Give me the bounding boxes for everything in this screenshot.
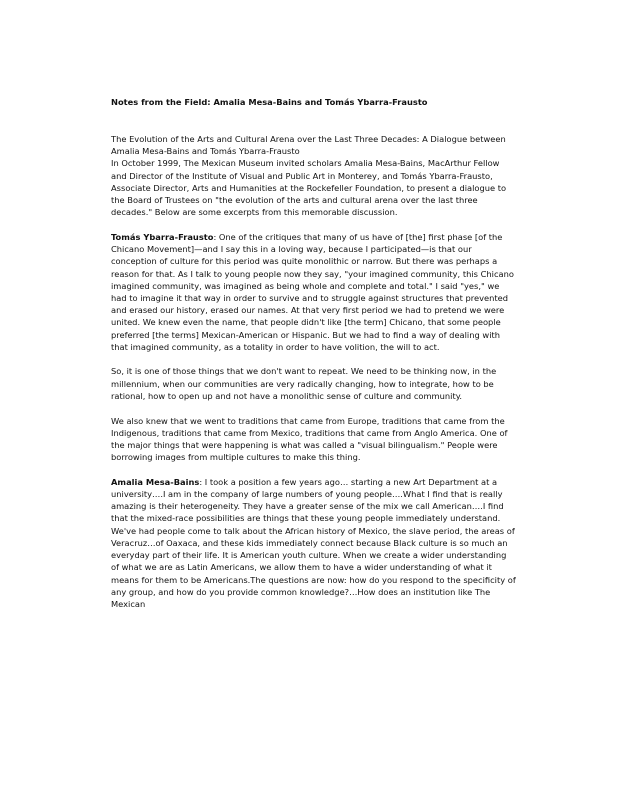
speaker-name: Amalia Mesa-Bains — [111, 476, 200, 487]
page-title: Notes from the Field: Amalia Mesa-Bains and Tomás Ybarra-Frausto — [111, 97, 428, 107]
dialogue-paragraph-4 — [111, 476, 516, 610]
dialogue-paragraph-1 — [111, 231, 516, 353]
paragraph-text: We also knew that we went to traditions that came from Europe, traditions that came from the Indigenous, traditions that came from Mexico, traditions that came from Anglo America. One of the major things that were happening is what was called a "visual bilingualism." People were borrowing images from multiple cultures to make this thing. — [111, 415, 508, 463]
paragraph-text: : I took a position a few years ago… starting a new Art Department at a university….I am in the company of large numbers of young people….What I find that is really amazing is their heterogeneity. They have a greater sense of the mix we call American….I find that the mixed-race possibilities are things that these young people immediately understand. We've had people come to talk about the African history of Mexico, the slave period, the areas of Veracruz…of Oaxaca, and these kids immediately connect because Black culture is so much an everyday part of their life. It is American youth culture. When we create a wider understanding of what we are as Latin Americans, we allow them to have a wider understanding of what it means for them to be Americans.The questions are now: how do you respond to the specificity of any group, and how do you provide common knowledge?…How does an institution like The Mexican — [111, 476, 516, 609]
dialogue-paragraph-3 — [111, 415, 516, 464]
speaker-name: Tomás Ybarra-Frausto — [111, 231, 214, 242]
intro-body-text: In October 1999, The Mexican Museum invited scholars Amalia Mesa-Bains, MacArthur Fellow and Director of the Institute of Visual and Public Art in Monterey, and Tomás Ybarra-Frausto, Associate Director, Arts and Humanities at the Rockefeller Foundation, to present a dialogue to the Board of Trustees on "the evolution of the arts and cultural arena over the last three decades." Below are some excerpts from this memorable discussion. — [111, 158, 507, 218]
paragraph-text: : One of the critiques that many of us have of [the] first phase [of the Chicano Movement]—and I say this in a loving way, because I participated—is that our conception of culture for this period was quite monolithic or narrow. But there was perhaps a reason for that. As I talk to young people now they say, "your imagined community, this Chicano imagined community, was imagined as being whole and complete and total." I said "yes," we had to imagine it that way in order to survive and to struggle against structures that prevented and erased our history, erased our names. At that very first period we had to pretend we were united. We knew even the name, that people didn't like [the term] Chicano, that some people preferred [the terms] Mexican-American or Hispanic. But we had to find a way of dealing with that imagined community, as a totality in order to have volition, the will to act. — [111, 231, 514, 352]
dialogue-paragraph-2 — [111, 365, 516, 402]
document-content — [111, 97, 516, 610]
paragraph-text: So, it is one of those things that we don't want to repeat. We need to be thinking now, in the millennium, when our communities are very radically changing, how to integrate, how to be rational, how to open up and not have a monolithic sense of culture and community. — [111, 366, 497, 401]
intro-heading-text: The Evolution of the Arts and Cultural Arena over the Last Three Decades: A Dialogue between Amalia Mesa-Bains and Tomás Ybarra-Frausto — [111, 134, 506, 157]
intro-block — [111, 133, 516, 218]
intro-heading — [111, 133, 516, 218]
